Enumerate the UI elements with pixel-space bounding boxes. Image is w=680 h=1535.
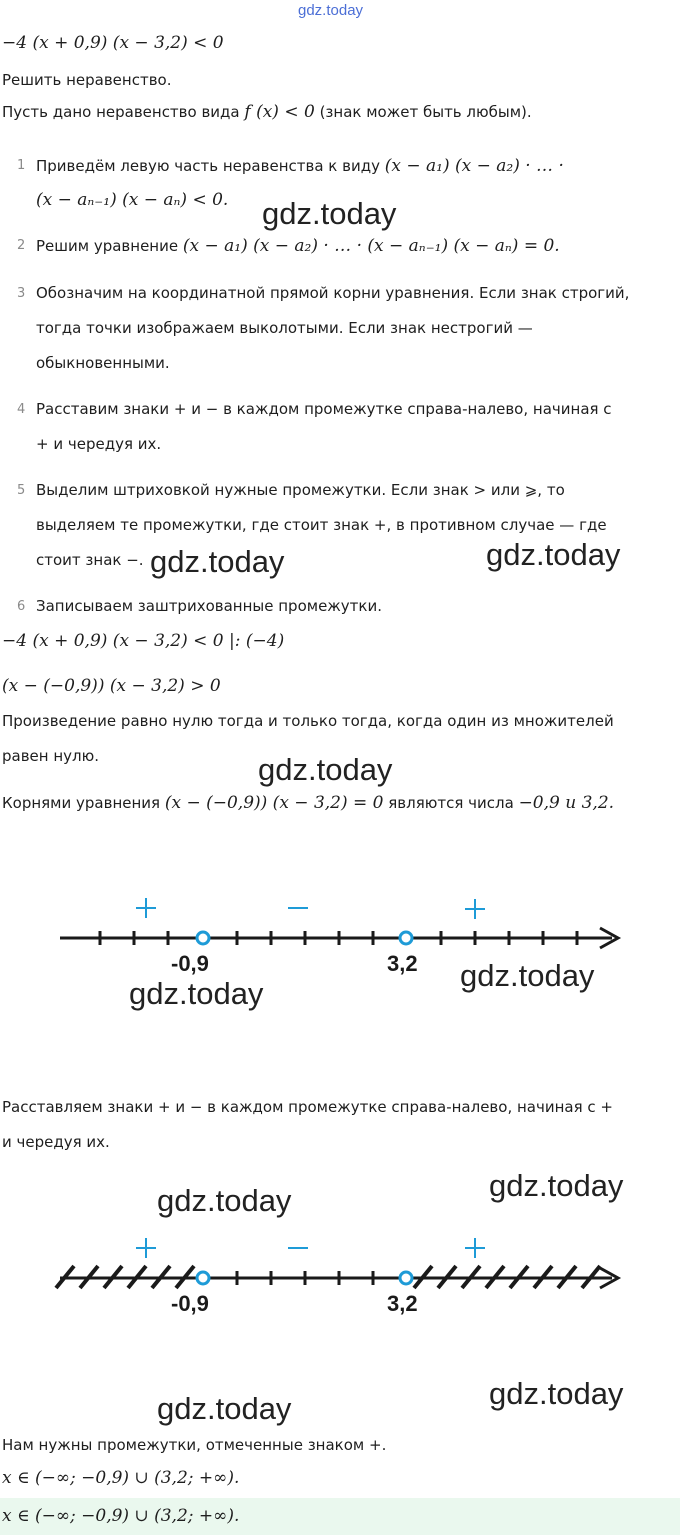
plus-sign-right <box>465 899 485 919</box>
problem-expression: −4 (x + 0,9) (x − 3,2) < 0 <box>2 33 224 53</box>
equation-divide: −4 (x + 0,9) (x − 3,2) < 0 |: (−4) <box>2 631 285 651</box>
watermark: gdz.today <box>489 1168 624 1203</box>
step-line: Расставим знаки + и − в каждом промежутке справа-налево, начиная с <box>36 400 612 418</box>
paragraph-line: Расставляем знаки + и − в каждом промежутке справа-налево, начиная с + <box>2 1098 613 1116</box>
step-number: 5 <box>17 483 26 498</box>
roots-pre: Корнями уравнения <box>2 794 165 812</box>
step-line: обыкновенными. <box>36 354 170 372</box>
roots-values: −0,9 и 3,2. <box>518 793 615 813</box>
step-number: 3 <box>17 286 26 301</box>
root-point-left <box>197 1272 209 1284</box>
watermark: gdz.today <box>150 544 285 579</box>
plus-sign-left <box>136 1238 156 1258</box>
watermark: gdz.today <box>486 537 621 572</box>
step-number: 2 <box>17 238 26 253</box>
root-label-left: -0,9 <box>171 951 209 976</box>
number-line-2 <box>0 1230 680 1320</box>
equation-positive: (x − (−0,9)) (x − 3,2) > 0 <box>2 676 221 696</box>
roots-equation: (x − (−0,9)) (x − 3,2) = 0 <box>164 793 384 813</box>
step-number: 4 <box>17 402 26 417</box>
watermark: gdz.today <box>298 2 364 19</box>
watermark: gdz.today <box>489 1376 624 1411</box>
step-text <box>36 235 560 257</box>
roots-mid: являются числа <box>383 794 519 812</box>
step-line: тогда точки изображаем выколотыми. Если знак нестрогий — <box>36 319 533 337</box>
plus-sign-right <box>465 1238 485 1258</box>
step-2-math: (x − a₁) (x − a₂) · … · (x − aₙ₋₁) (x − aₙ) = 0. <box>182 236 560 256</box>
watermark: gdz.today <box>129 976 264 1011</box>
need-intervals-text: Нам нужны промежутки, отмеченные знаком +. <box>2 1436 387 1454</box>
watermark: gdz.today <box>157 1391 292 1426</box>
plus-sign-left <box>136 898 156 918</box>
step-line: выделяем те промежутки, где стоит знак +, в противном случае — где <box>36 516 607 534</box>
step-text <box>36 155 564 177</box>
root-point-right <box>400 1272 412 1284</box>
paragraph-line: и чередуя их. <box>2 1133 110 1151</box>
step-line: Выделим штриховкой нужные промежутки. Если знак > или ⩾, то <box>36 481 565 499</box>
paragraph-line: равен нулю. <box>2 747 100 765</box>
root-point-left <box>197 932 209 944</box>
roots-sentence <box>2 792 614 814</box>
method-intro-pre: Пусть дано неравенство вида <box>2 103 245 121</box>
step-number: 6 <box>17 599 26 614</box>
paragraph-line: Произведение равно нулю тогда и только тогда, когда один из множителей <box>2 712 614 730</box>
watermark: gdz.today <box>258 752 393 787</box>
sign-markers <box>136 1238 485 1258</box>
result-expression: x ∈ (−∞; −0,9) ∪ (3,2; +∞). <box>2 1468 240 1488</box>
watermark: gdz.today <box>262 196 397 231</box>
root-label-left: -0,9 <box>171 1291 209 1316</box>
step-line: Обозначим на координатной прямой корни уравнения. Если знак строгий, <box>36 284 630 302</box>
step-1-math-cont: (x − aₙ₋₁) (x − aₙ) < 0. <box>36 190 229 210</box>
watermark: gdz.today <box>460 958 595 993</box>
step-2-text: Решим уравнение <box>36 237 183 255</box>
sign-markers <box>136 898 485 919</box>
method-intro-post: (знак может быть любым). <box>314 103 532 121</box>
step-number: 1 <box>17 158 26 173</box>
root-point-right <box>400 932 412 944</box>
root-label-right: 3,2 <box>387 1291 418 1316</box>
step-line: стоит знак −. <box>36 551 144 569</box>
root-label-right: 3,2 <box>387 951 418 976</box>
step-1-text: Приведём левую часть неравенства к виду <box>36 157 385 175</box>
watermark: gdz.today <box>157 1183 292 1218</box>
step-line: + и чередуя их. <box>36 435 162 453</box>
task-text: Решить неравенство. <box>2 71 172 89</box>
step-line: Записываем заштрихованные промежутки. <box>36 597 382 615</box>
step-1-math: (x − a₁) (x − a₂) · … · <box>384 156 564 176</box>
method-intro-math: f (x) < 0 <box>244 102 315 122</box>
answer-expression: x ∈ (−∞; −0,9) ∪ (3,2; +∞). <box>2 1506 240 1526</box>
method-intro <box>2 101 532 123</box>
